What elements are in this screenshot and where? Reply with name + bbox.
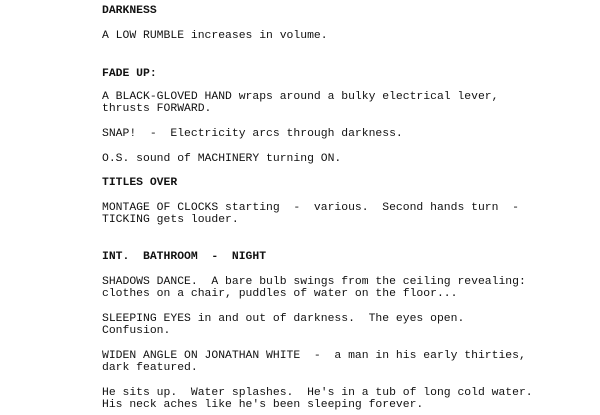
transition-fade-up: FADE UP: <box>102 68 157 80</box>
scene-heading-darkness: DARKNESS <box>102 5 157 17</box>
action-line: thrusts FORWARD. <box>102 103 212 115</box>
action-line: His neck aches like he's been sleeping forever. <box>102 399 424 411</box>
action-line: MONTAGE OF CLOCKS starting - various. Second hands turn - <box>102 202 519 214</box>
action-line: dark featured. <box>102 362 198 374</box>
action-line: clothes on a chair, puddles of water on the floor... <box>102 288 458 300</box>
action-line: SNAP! - Electricity arcs through darkness. <box>102 128 403 140</box>
action-line: WIDEN ANGLE ON JONATHAN WHITE - a man in his early thirties, <box>102 350 526 362</box>
action-line: A LOW RUMBLE increases in volume. <box>102 30 328 42</box>
action-line: Confusion. <box>102 325 171 337</box>
action-line: O.S. sound of MACHINERY turning ON. <box>102 153 342 165</box>
action-line: A BLACK-GLOVED HAND wraps around a bulky electrical lever, <box>102 91 499 103</box>
scene-heading-titles: TITLES OVER <box>102 177 178 189</box>
action-line: SLEEPING EYES in and out of darkness. The eyes open. <box>102 313 465 325</box>
action-line: SHADOWS DANCE. A bare bulb swings from the ceiling revealing: <box>102 276 526 288</box>
action-line: He sits up. Water splashes. He's in a tub of long cold water. <box>102 387 533 399</box>
scene-heading-bathroom: INT. BATHROOM - NIGHT <box>102 251 267 263</box>
action-line: TICKING gets louder. <box>102 214 239 226</box>
